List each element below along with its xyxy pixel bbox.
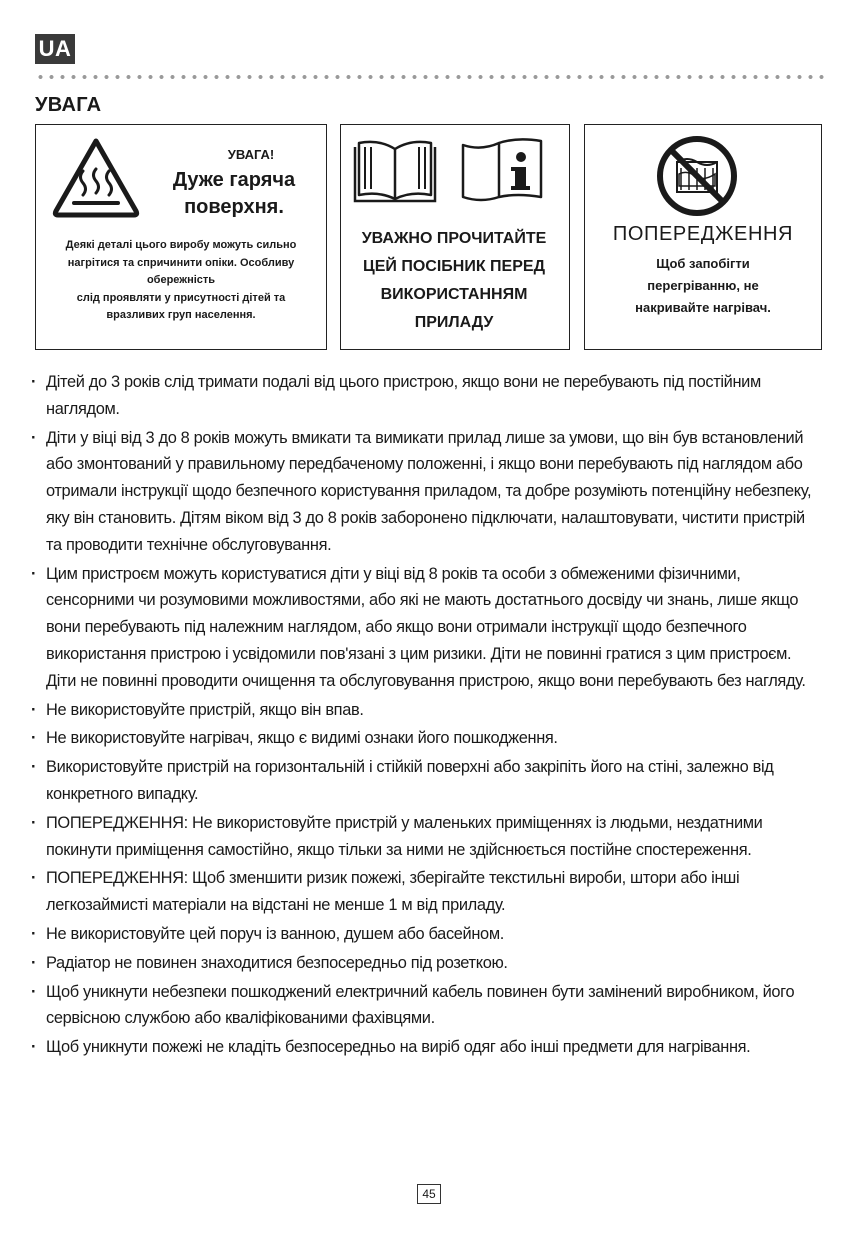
- cover-desc-line: перегріванню, не: [647, 278, 759, 293]
- manual-line: УВАЖНО ПРОЧИТАЙТЕ: [361, 230, 547, 247]
- list-item: · Щоб уникнути пожежі не кладіть безпосередньо на виріб одяг або інші предмети для нагрівання.: [31, 1034, 821, 1061]
- language-badge: UA: [35, 34, 75, 64]
- hot-warning-description: [40, 237, 322, 325]
- hot-desc-line: вразливих груп населення.: [106, 309, 256, 321]
- list-item: · ПОПЕРЕДЖЕННЯ: Не використовуйте пристрій у маленьких приміщеннях із людьми, нездатними покинути приміщення самостійно, якщо тільки за ними не здійснюється постійне спостереження.: [31, 810, 821, 864]
- do-not-cover-icon: [655, 134, 739, 218]
- list-item: · Використовуйте пристрій на горизонтальній і стійкій поверхні або закріпіть його на стіні, залежно від конкретного випадку.: [31, 754, 821, 808]
- list-item: · Не використовуйте цей поруч із ванною, душем або басейном.: [31, 921, 821, 948]
- list-item: · Цим пристроєм можуть користуватися діти у віці від 8 років та особи з обмеженими фізичними, сенсорними чи розумовими можливостями, або які не мають достатнього досвіду чи знань, лише якщо вони перебувають під належним наглядом, або якщо вони отримали інструкції щодо безпечного використання пристрою і усвідомили пов'язані з цим ризики. Діти не повинні гратися з цим пристроєм. Діти не повинні проводити очищення та обслуговування пристрою, якщо вони перебувають без нагляду.: [31, 561, 821, 695]
- hot-desc-line: слід проявляти у присутності дітей та: [76, 291, 286, 304]
- cover-desc-line: накривайте нагрівач.: [635, 300, 771, 315]
- list-item: · ПОПЕРЕДЖЕННЯ: Щоб зменшити ризик пожежі, зберігайте текстильні вироби, штори або інші легкозаймисті матеріали на відстані не менше 1 м від приладу.: [31, 865, 821, 919]
- hot-surface-warning-box: [35, 124, 327, 350]
- list-item: · Не використовуйте нагрівач, якщо є видимі ознаки його пошкодження.: [31, 725, 821, 752]
- hot-desc-line: нагрітися та спричинити опіки. Особливу: [67, 256, 295, 269]
- list-item: · Діти у віці від 3 до 8 років можуть вмикати та вимикати прилад лише за умови, що він був встановлений або змонтований у правильному передбаченому положенні, і якщо вони перебувають під наглядом або отримали інструкції щодо безпечного користування приладом, та добре розуміють потенційну небезпеку, яку він становить. Дітям віком від 3 до 8 років заборонено підключати, налаштовувати, чистити пристрій та проводити технічне обслуговування.: [31, 425, 821, 559]
- read-manual-text: [345, 225, 563, 337]
- hot-desc-line: обережність: [146, 274, 216, 286]
- manual-line: ВИКОРИСТАННЯМ: [380, 286, 528, 303]
- page-number: 45: [417, 1184, 441, 1204]
- cover-desc-line: Щоб запобігти: [656, 256, 750, 271]
- open-book-icon: [353, 135, 437, 203]
- hot-surface-warning-icon: [50, 135, 142, 219]
- list-item: · Не використовуйте пристрій, якщо він впав.: [31, 697, 821, 724]
- info-booklet-icon: [459, 135, 545, 203]
- cover-warning-title: ПОПЕРЕДЖЕННЯ: [612, 223, 794, 245]
- manual-line: ПРИЛАДУ: [414, 314, 494, 331]
- safety-instructions-list: [31, 369, 821, 1063]
- dotted-divider: [35, 74, 825, 80]
- list-item: · Дітей до 3 років слід тримати подалі від цього пристрою, якщо вони не перебувають під постійним наглядом.: [31, 369, 821, 423]
- list-item: · Радіатор не повинен знаходитися безпосередньо під розеткою.: [31, 950, 821, 977]
- hot-warning-label: УВАГА!: [227, 147, 275, 162]
- section-title: УВАГА: [35, 94, 102, 116]
- cover-warning-description: [599, 253, 807, 319]
- do-not-cover-box: [584, 124, 822, 350]
- manual-line: ЦЕЙ ПОСІБНИК ПЕРЕД: [363, 258, 545, 275]
- hot-warning-title: Дуже гаряча поверхня.: [172, 169, 296, 218]
- list-item: · Щоб уникнути небезпеки пошкоджений електричний кабель повинен бути замінений виробником, його сервісною службою або кваліфікованими фахівцями.: [31, 979, 821, 1033]
- read-manual-box: [340, 124, 570, 350]
- hot-desc-line: Деякі деталі цього виробу можуть сильно: [65, 239, 297, 251]
